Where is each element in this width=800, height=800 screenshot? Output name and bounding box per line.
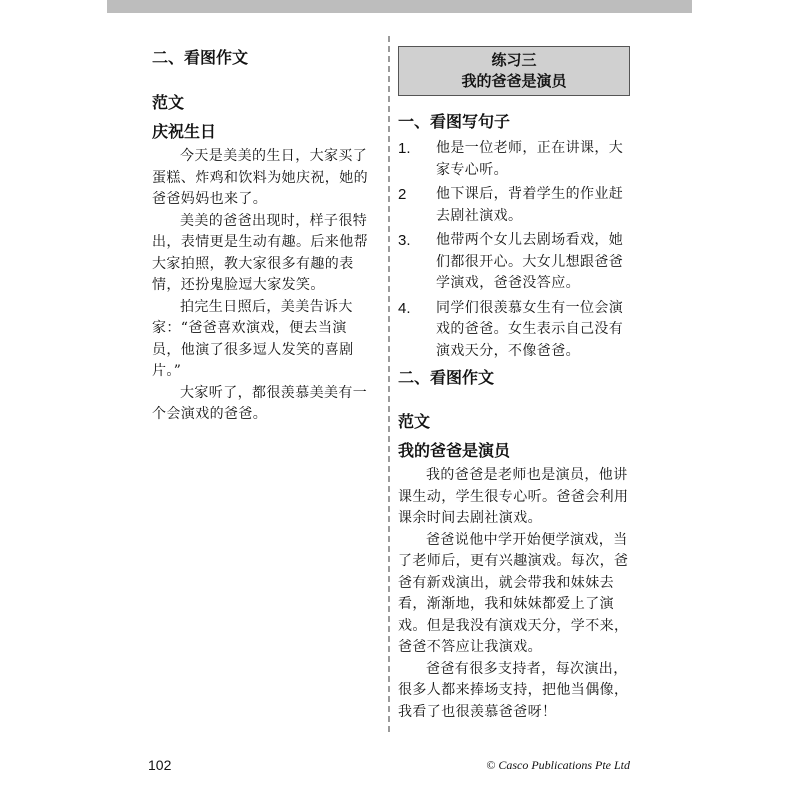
right-essay-body xyxy=(398,465,630,723)
left-essay-paragraph: 今天是美美的生日，大家买了蛋糕、炸鸡和饮料为她庆祝，她的爸爸妈妈也来了。 xyxy=(152,148,368,207)
sentence-number: 1. xyxy=(398,140,411,157)
right-essay-paragraph: 我的爸爸是老师也是演员，他讲课生动，学生很专心听。爸爸会利用课余时间去剧社演戏。 xyxy=(398,467,629,526)
sentence-number: 3. xyxy=(398,232,411,249)
list-item xyxy=(398,138,630,181)
list-item xyxy=(398,298,630,363)
left-essay-paragraph: 拍完生日照后，美美告诉大家：“爸爸喜欢演戏，便去当演员，他演了很多逗人发笑的喜剧片。” xyxy=(152,298,354,379)
sentence-text: 他是一位老师，正在讲课，大家专心听。 xyxy=(436,140,624,178)
exercise-title-box xyxy=(398,46,630,96)
left-essay-body xyxy=(152,146,374,426)
sentence-text: 同学们很羡慕女生有一位会演戏的爸爸。女生表示自己没有演戏天分，不像爸爸。 xyxy=(436,299,624,359)
right-essay-paragraph: 爸爸说他中学开始便学演戏，当了老师后，更有兴趣演戏。每次，爸爸有新戏演出，就会带我和妹妹去看，渐渐地，我和妹妹都爱上了演戏。但是我没有演戏天分，学不来，爸爸不答应让我演戏。 xyxy=(398,531,629,655)
exercise-number: 练习三 xyxy=(491,51,537,69)
sentence-number: 2 xyxy=(398,186,407,203)
top-gray-bar xyxy=(107,0,692,13)
right-essay-title: 我的爸爸是演员 xyxy=(398,441,511,460)
right-section1-heading: 一、看图写句子 xyxy=(398,112,511,131)
page-number: 102 xyxy=(148,757,172,773)
right-essay-paragraph: 爸爸有很多支持者，每次演出，很多人都来捧场支持，把他当偶像，我看了也很羡慕爸爸呀！ xyxy=(398,660,629,720)
copyright-notice: © Casco Publications Pte Ltd xyxy=(486,758,630,772)
sentence-number: 4. xyxy=(398,299,411,317)
sentence-text: 他下课后，背着学生的作业赶去剧社演戏。 xyxy=(436,186,624,224)
left-model-label: 范文 xyxy=(152,93,185,112)
list-item xyxy=(398,230,630,295)
sentence-text: 他带两个女儿去剧场看戏，她们都很开心。大女儿想跟爸爸学演戏，爸爸没答应。 xyxy=(436,232,624,291)
right-section2-heading: 二、看图作文 xyxy=(398,368,495,387)
right-model-label: 范文 xyxy=(398,412,431,431)
left-essay-title: 庆祝生日 xyxy=(152,122,217,141)
left-section-heading: 二、看图作文 xyxy=(152,48,249,67)
exercise-title: 我的爸爸是演员 xyxy=(461,72,567,90)
sentence-list xyxy=(398,138,630,365)
left-essay-paragraph: 大家听了，都很羡慕美美有一个会演戏的爸爸。 xyxy=(152,384,368,422)
column-divider xyxy=(388,36,390,732)
left-essay-paragraph: 美美的爸爸出现时，样子很特出，表情更是生动有趣。后来他帮大家拍照，教大家很多有趣的表情，还扮鬼脸逗大家发笑。 xyxy=(152,212,368,293)
list-item xyxy=(398,184,630,227)
